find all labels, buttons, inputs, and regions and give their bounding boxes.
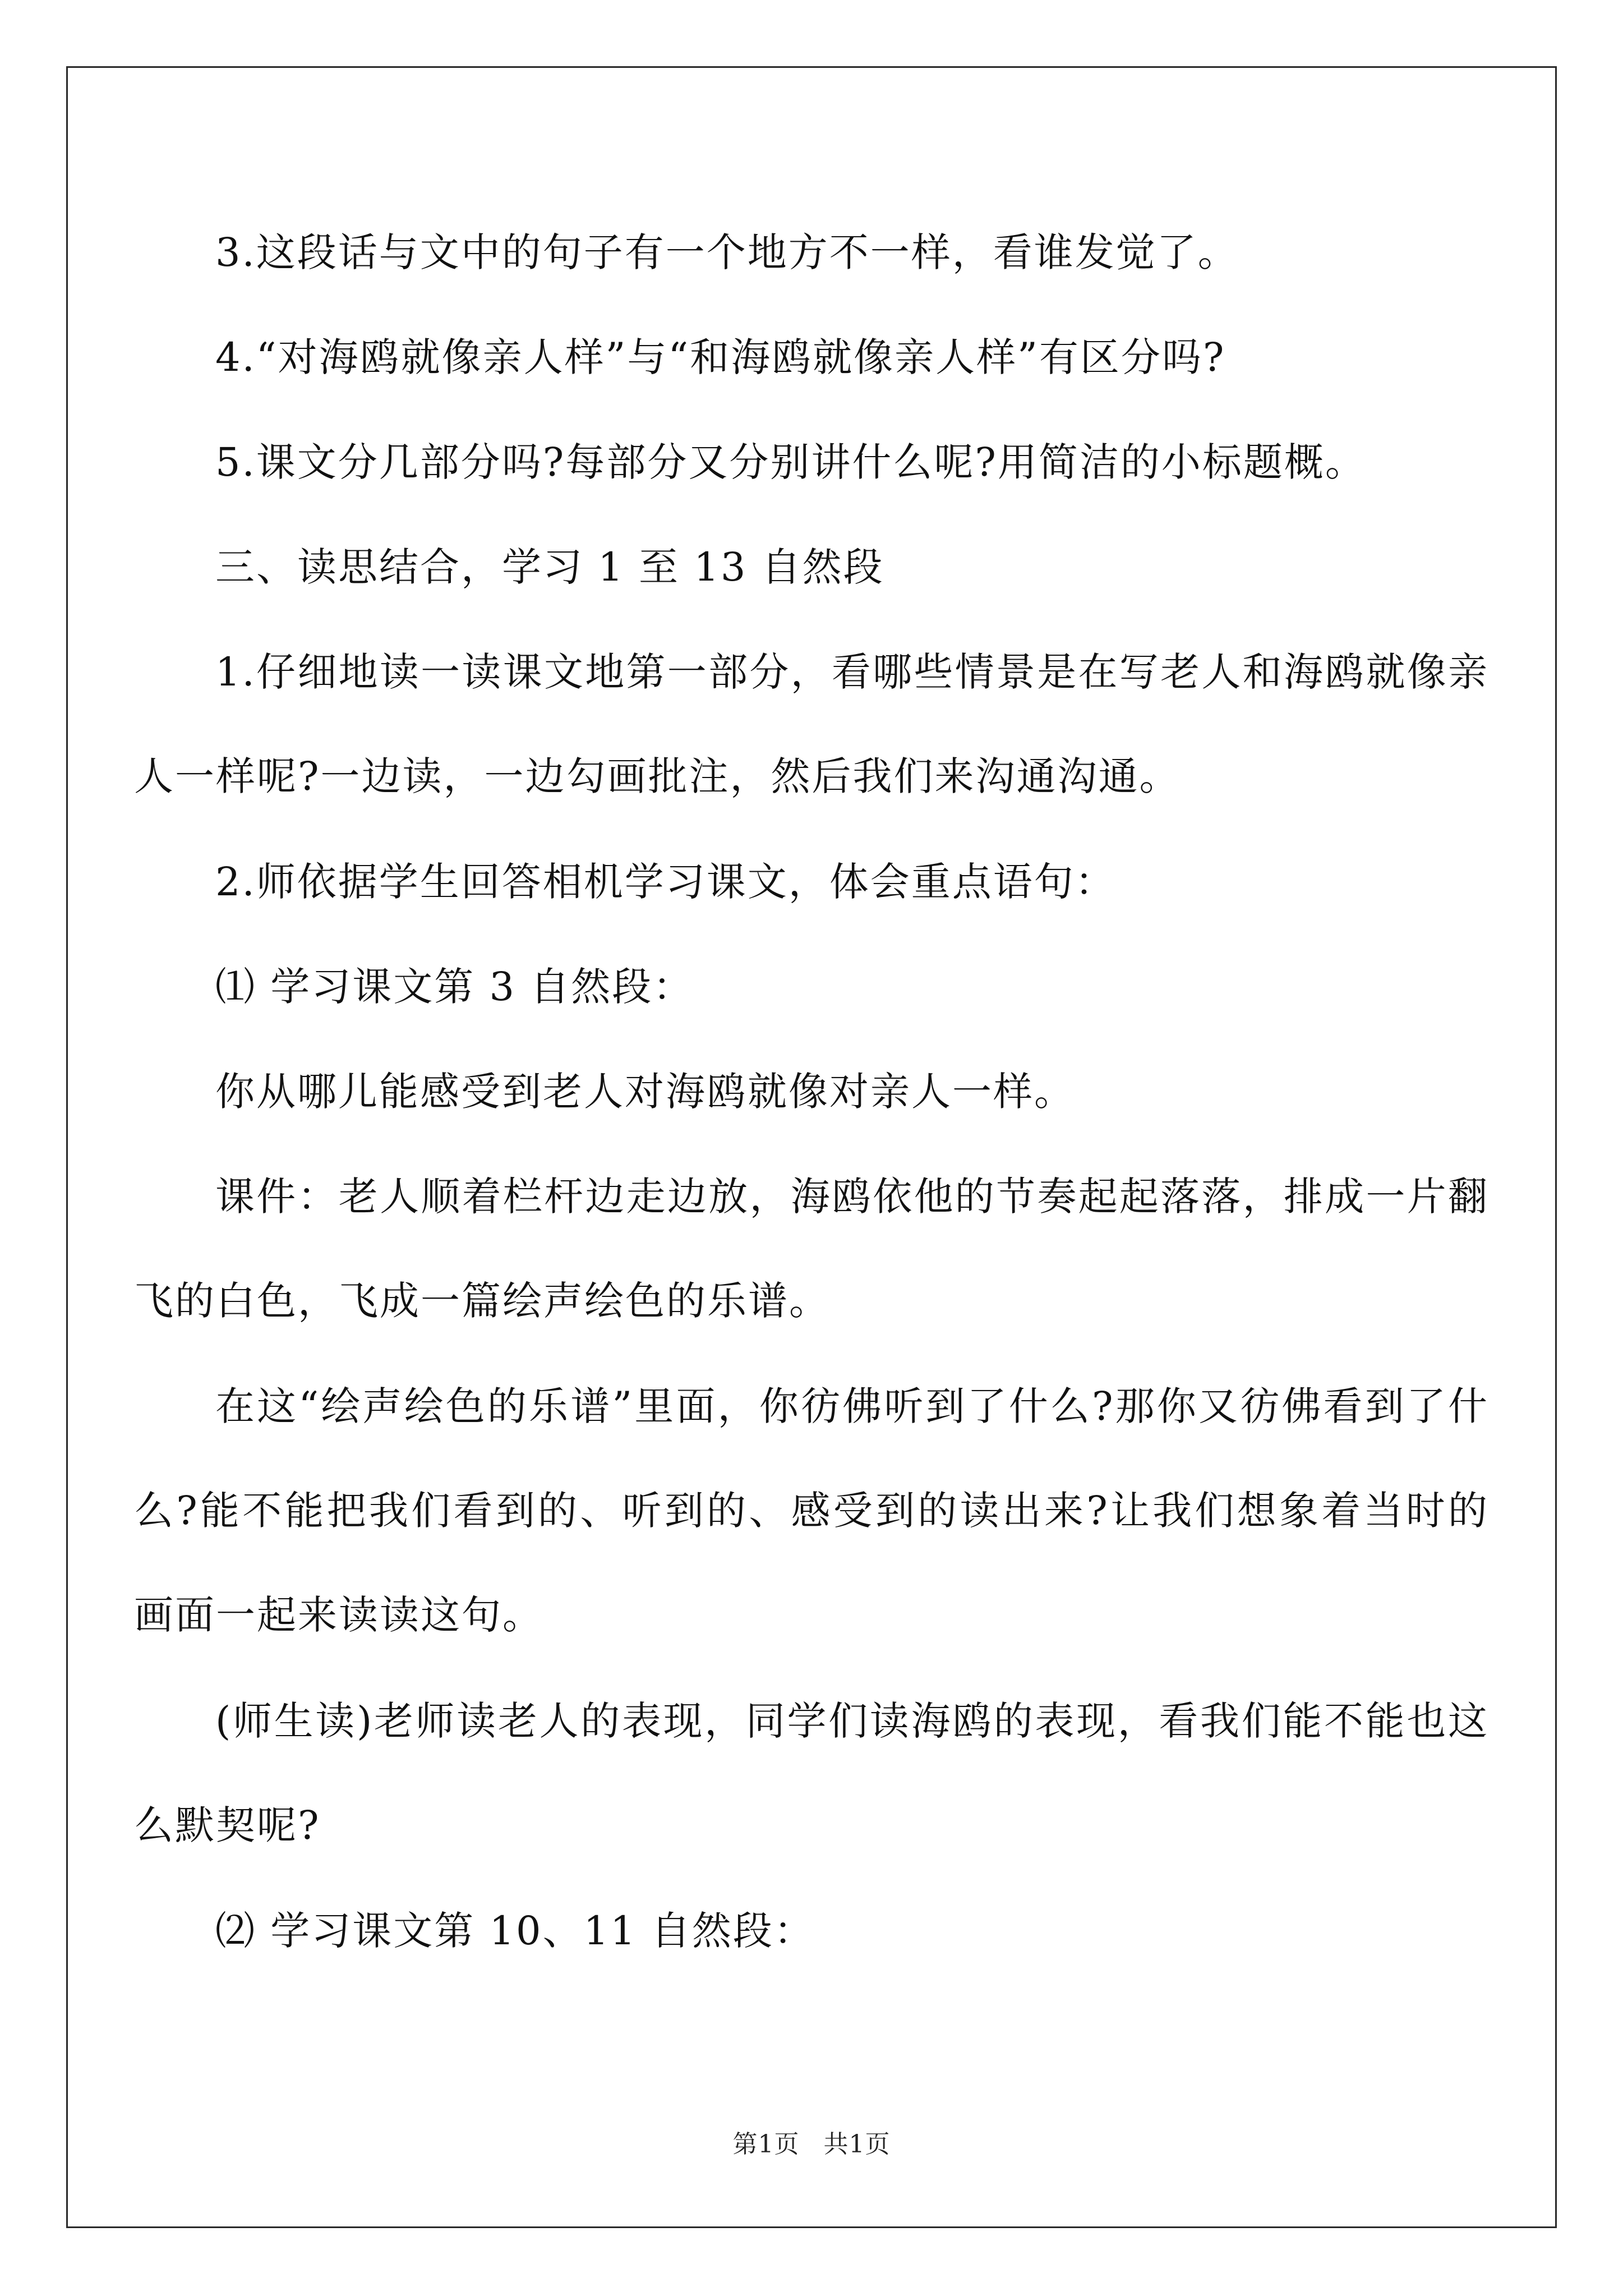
paragraph: ⑴ 学习课文第 3 自然段： bbox=[215, 964, 694, 1010]
paragraph: 5.课文分几部分吗?每部分又分别讲什么呢?用简洁的小标题概。 bbox=[215, 439, 1366, 485]
paragraph: 3.这段话与文中的句子有一个地方不一样，看谁发觉了。 bbox=[215, 229, 1239, 275]
page-total: 共1页 bbox=[823, 2130, 891, 2159]
paragraph: ⑵ 学习课文第 10、11 自然段： bbox=[215, 1908, 815, 1954]
paragraph: (师生读)老师读老人的表现，同学们读海鸥的表现，看我们能不能也这么默契呢? bbox=[134, 1698, 1489, 1848]
paragraph: 1.仔细地读一读课文地第一部分，看哪些情景是在写老人和海鸥就像亲人一样呢?一边读，一边勾画批注，然后我们来沟通沟通。 bbox=[134, 649, 1489, 799]
page-number: 第1页 bbox=[732, 2130, 800, 2159]
paragraph: 课件：老人顺着栏杆边走边放，海鸥依他的节奏起起落落，排成一片翻飞的白色，飞成一篇绘声绘色的乐谱。 bbox=[134, 1174, 1489, 1324]
paragraph: 在这“绘声绘色的乐谱”里面，你彷佛听到了什么?那你又彷佛看到了什么?能不能把我们看到的、听到的、感受到的读出来?让我们想象着当时的画面一起来读读这句。 bbox=[134, 1383, 1489, 1638]
paragraph: 你从哪儿能感受到老人对海鸥就像对亲人一样。 bbox=[215, 1069, 1075, 1115]
page-footer bbox=[0, 2124, 1623, 2160]
section-heading: 三、读思结合，学习 1 至 13 自然段 bbox=[215, 544, 884, 590]
paragraph: 4.“对海鸥就像亲人样”与“和海鸥就像亲人样”有区分吗? bbox=[215, 334, 1226, 380]
paragraph: 2.师依据学生回答相机学习课文，体会重点语句： bbox=[215, 859, 1116, 905]
